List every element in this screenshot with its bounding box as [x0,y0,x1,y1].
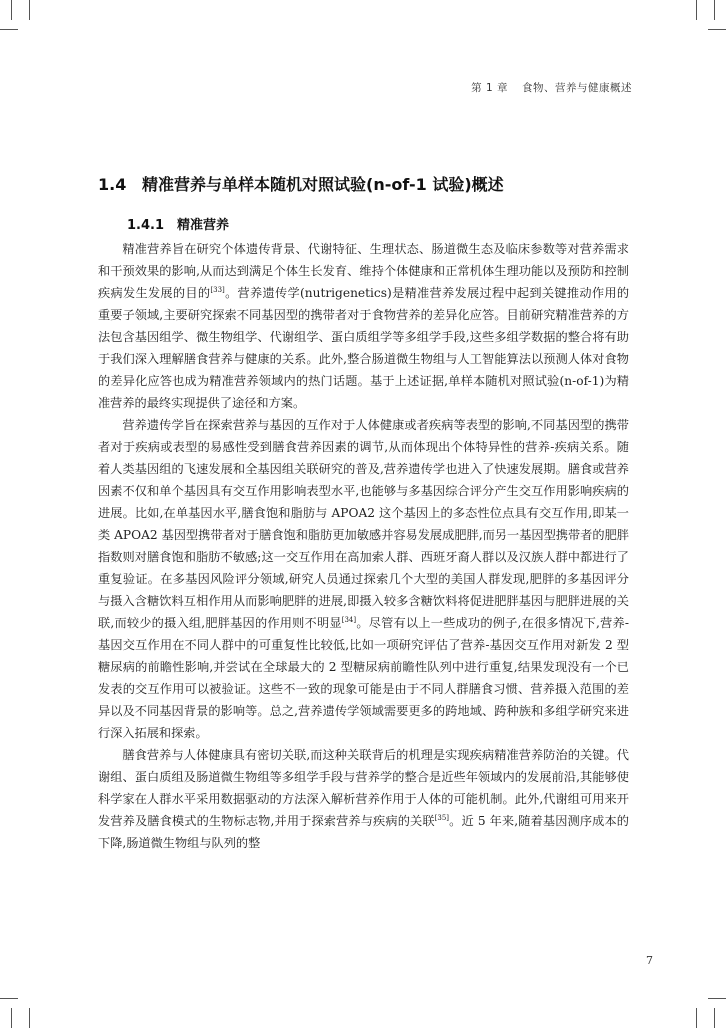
crop-mark-bottom-left-v2 [29,1008,30,1028]
paragraph [98,744,629,854]
crop-mark-top-left-v [11,0,12,20]
paragraph-text: 。营养遗传学(nutrigenetics)是精准营养发展过程中起到关键推动作用的重要子领域,主要研究探索不同基因型的携带者对于食物营养的差异化应答。目前研究精准营养的方法包含基因组学、微生物组学、代谢组学、蛋白质组学等多组学手段,这些多组学数据的整合将有助于我们深入理解膳食营养与健康的关系。此外,整合肠道微生物组与人工智能算法以预测人体对食物的差异化应答也成为精准营养领域内的热门话题。基于上述证据,单样本随机对照试验(n-of-1)为精准营养的最终实现提供了途径和方案。 [98,286,630,410]
crop-mark-bottom-right-v2 [714,1008,715,1028]
crop-mark-top-right-h [708,29,726,30]
crop-mark-top-left-h [0,29,18,30]
paragraph-text: 。尽管有以上一些成功的例子,在很多情况下,营养-基因交互作用在不同人群中的可重复性比较低,比如一项研究评估了营养-基因交互作用对新发 2 型糖尿病的前瞻性影响,并尝试在全球最大的 2 型糖尿病前瞻性队列中进行重复,结果发现没有一个已发表的交互作用可以被验证。这些不一致的现象可能是由于不同人群膳食习惯、营养摄入范围的差异以及不同基因背景的影响等。总之,营养遗传学领域需要更多的跨地域、跨种族和多组学研究来进行深入拓展和探索。 [98,616,629,740]
crop-mark-bottom-left-v [11,1008,12,1028]
subsection-number: 1.4.1 [127,218,165,233]
paragraph-text: 。近 5 年来,随着基因测序成本的下降,肠道微生物组与队列的整 [98,814,629,850]
paragraph-text: 精准营养旨在研究个体遗传背景、代谢特征、生理状态、肠道微生态及临床参数等对营养需求和干预效果的影响,从而达到满足个体生长发育、维持个体健康和正常机体生理功能以及预防和控制疾病发生发展的目的 [98,242,629,300]
crop-mark-bottom-right-v [696,1008,697,1028]
crop-mark-top-right-v [696,0,697,20]
page-number: 7 [646,954,653,967]
citation: [34] [341,616,357,624]
body-text [98,238,629,854]
crop-mark-top-left-v2 [29,0,30,20]
header-chapter: 第 1 章 [471,82,508,94]
paragraph [98,238,629,414]
subsection-heading [127,214,229,233]
header-title: 食物、营养与健康概述 [522,82,632,94]
subsection-title: 精准营养 [177,218,230,233]
citation: [33] [210,286,225,294]
crop-mark-bottom-left-h [0,998,18,999]
citation: [35] [434,814,450,822]
section-title: 精准营养与单样本随机对照试验(n-of-1 试验)概述 [142,175,504,194]
paragraph [98,414,629,744]
crop-mark-bottom-right-h [708,998,726,999]
running-header [471,80,632,95]
paragraph-text: 膳食营养与人体健康具有密切关联,而这种关联背后的机理是实现疾病精准营养防治的关键。代谢组、蛋白质组及肠道微生物组等多组学手段与营养学的整合是近些年领域内的发展前沿,其能够使科学家在人群水平采用数据驱动的方法深入解析营养作用于人体的可能机制。此外,代谢组可用来开发营养及膳食模式的生物标志物,并用于探索营养与疾病的关联 [98,748,629,828]
crop-mark-top-right-v2 [714,0,715,20]
section-heading [98,172,658,195]
section-number: 1.4 [98,175,127,194]
paragraph-text: 营养遗传学旨在探索营养与基因的互作对于人体健康或者疾病等表型的影响,不同基因型的携带者对于疾病或表型的易感性受到膳食营养因素的调节,从而体现出个体特异性的营养-疾病关系。随着人类基因组的飞速发展和全基因组关联研究的普及,营养遗传学也进入了快速发展期。膳食或营养因素不仅和单个基因具有交互作用影响表型水平,也能够与多基因综合评分产生交互作用影响疾病的进展。比如,在单基因水平,膳食饱和脂肪与 APOA2 这个基因上的多态性位点具有交互作用,即某一类 APOA2 基因型携带者对于膳食饱和脂肪更加敏感并容易发展成肥胖,而另一基因型携带者的肥胖指数则对膳食饱和脂肪不敏感;这一交互作用在高加索人群、西班牙裔人群以及汉族人群中都进行了重复验证。在多基因风险评分领域,研究人员通过探索几个大型的美国人群发现,肥胖的多基因评分与摄入含糖饮料互相作用从而影响肥胖的进展,即摄入较多含糖饮料将促进肥胖基因与肥胖进展的关联,而较少的摄入组,肥胖基因的作用则不明显 [98,418,629,630]
